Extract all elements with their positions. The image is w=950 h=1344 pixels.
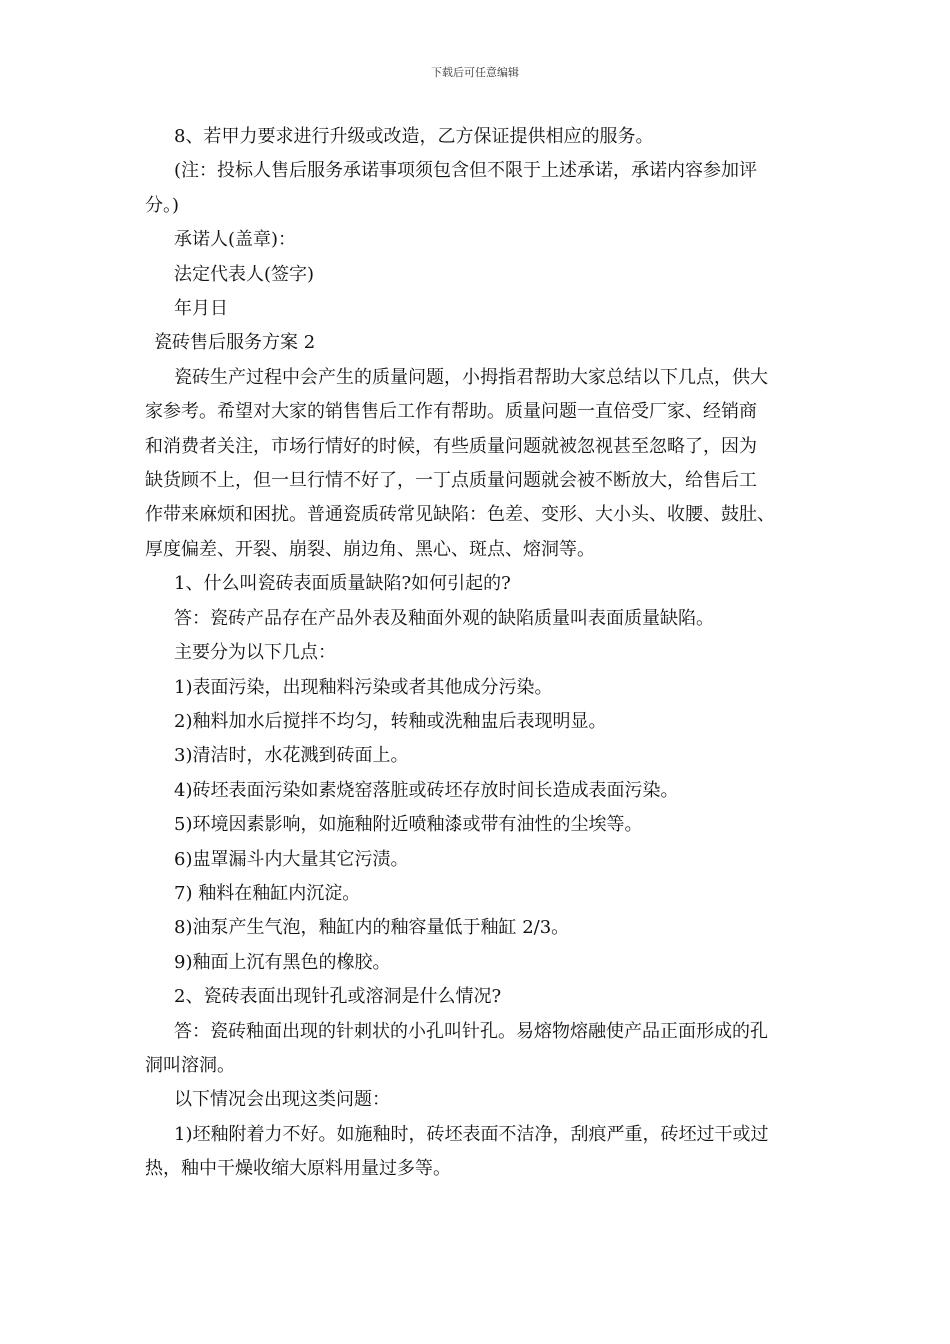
text-line: 承诺人(盖章)：	[174, 229, 297, 251]
text-line: 主要分为以下几点：	[174, 642, 336, 664]
list-item: 9)釉面上沉有黑色的橡胶。	[174, 951, 391, 973]
text-line: 答：瓷砖产品存在产品外表及釉面外观的缺陷质量叫表面质量缺陷。	[174, 607, 714, 629]
text-line: 和消费者关注，市场行情好的时候，有些质量问题就被忽视甚至忽略了，因为	[145, 435, 757, 457]
text-line: 法定代表人(签字)	[174, 263, 315, 285]
text-line: 分。)	[145, 194, 180, 216]
list-item: 3)清洁时，水花溅到砖面上。	[174, 745, 409, 767]
text-line: 8、若甲力要求进行升级或改造，乙方保证提供相应的服务。	[174, 126, 654, 147]
question-heading: 1、什么叫瓷砖表面质量缺陷?如何引起的?	[174, 573, 511, 595]
text-line: 厚度偏差、开裂、崩裂、崩边角、黑心、斑点、熔洞等。	[145, 538, 595, 560]
list-item: 7) 釉料在釉缸内沉淀。	[174, 882, 361, 904]
text-line: 作带来麻烦和困扰。普通瓷质砖常见缺陷：色差、变形、大小头、收腰、鼓肚、	[145, 504, 775, 526]
page-header: 下载后可任意编辑	[431, 66, 519, 79]
text-line: 年月日	[174, 298, 228, 320]
list-item: 4)砖坯表面污染如素烧窑落脏或砖坯存放时间长造成表面污染。	[174, 779, 679, 801]
text-line: 以下情况会出现这类问题：	[174, 1089, 390, 1111]
section-heading: 瓷砖售后服务方案 2	[154, 332, 316, 354]
list-item: 8)油泵产生气泡，釉缸内的釉容量低于釉缸 2/3。	[174, 917, 570, 939]
list-item: 5)环境因素影响，如施釉附近喷釉漆或带有油性的尘埃等。	[174, 814, 643, 836]
question-heading: 2、瓷砖表面出现针孔或溶洞是什么情况?	[174, 986, 502, 1008]
text-line: 瓷砖生产过程中会产生的质量问题，小拇指君帮助大家总结以下几点，供大	[174, 366, 768, 388]
text-line: 缺货顾不上，但一旦行情不好了，一丁点质量问题就会被不断放大，给售后工	[145, 470, 757, 492]
list-item: 1)坯釉附着力不好。如施釉时，砖坯表面不洁净，刮痕严重，砖坯过干或过	[174, 1123, 769, 1145]
text-line: (注：投标人售后服务承诺事项须包含但不限于上述承诺，承诺内容参加评	[174, 160, 758, 182]
document-body	[145, 120, 825, 1187]
list-item: 2)釉料加水后搅拌不均匀，转釉或洗釉盅后表现明显。	[174, 710, 607, 732]
text-line: 家参考。希望对大家的销售售后工作有帮助。质量问题一直倍受厂家、经销商	[145, 401, 757, 423]
text-line: 答：瓷砖釉面出现的针刺状的小孔叫针孔。易熔物熔融使产品正面形成的孔	[174, 1020, 768, 1042]
text-line: 热，釉中干燥收缩大原料用量过多等。	[145, 1158, 451, 1180]
text-line: 洞叫溶洞。	[145, 1054, 235, 1076]
list-item: 6)盅罩漏斗内大量其它污渍。	[174, 848, 409, 870]
list-item: 1)表面污染，出现釉料污染或者其他成分污染。	[174, 676, 553, 698]
